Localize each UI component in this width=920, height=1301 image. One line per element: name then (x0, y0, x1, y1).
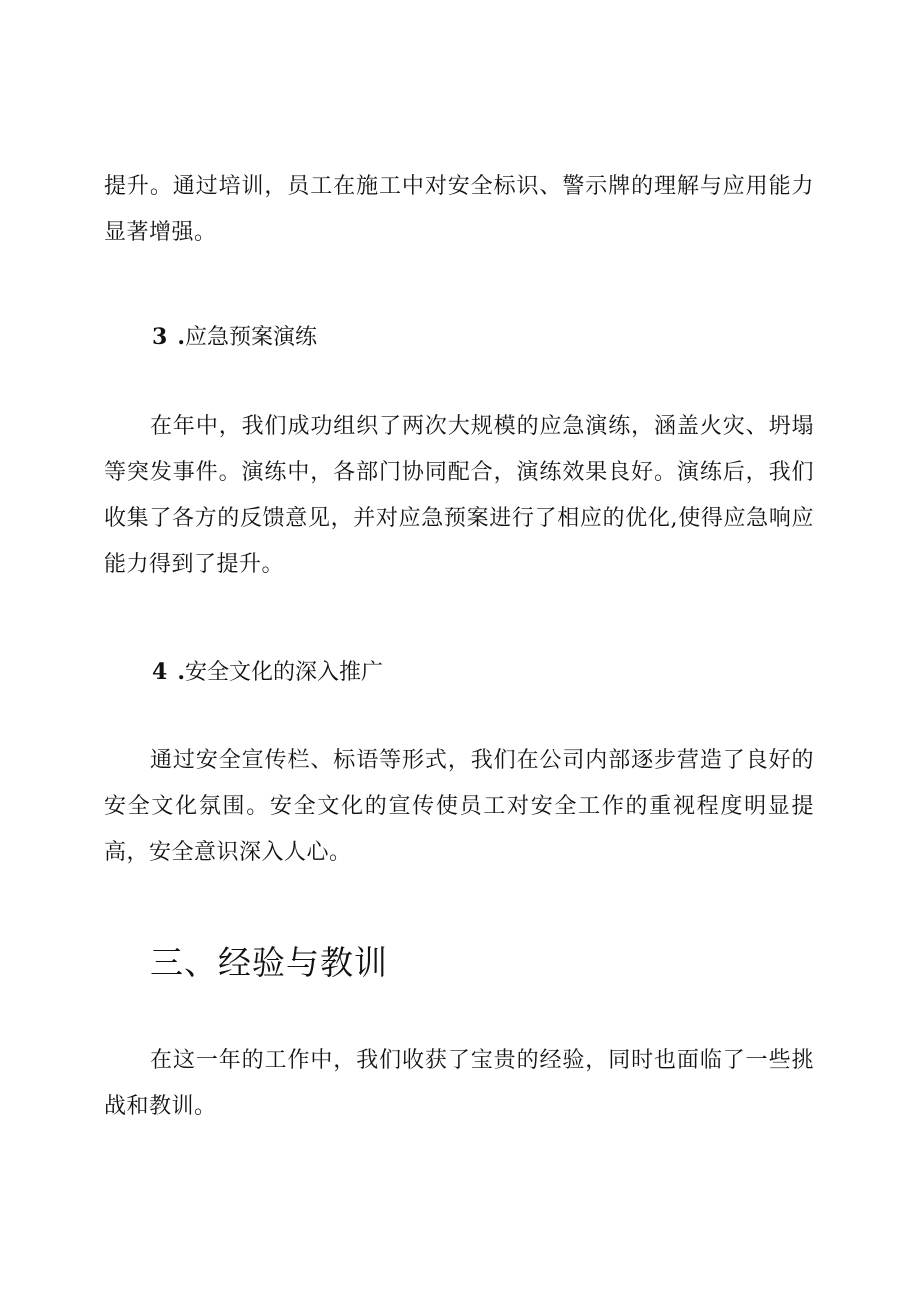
paragraph-safety-culture: 通过安全宣传栏、标语等形式，我们在公司内部逐步营造了良好的安全文化氛围。安全文化的宣传使员工对安全工作的重视程度明显提高，安全意识深入人心。 (104, 748, 814, 865)
paragraph-emergency-drill: 在年中，我们成功组织了两次大规模的应急演练，涵盖火灾、坍塌等突发事件。演练中，各部门协同配合，演练效果良好。演练后，我们收集了各方的反馈意见，并对应急预案进行了相应的优化,使得应急响应能力得到了提升。 (104, 414, 814, 577)
subheading-dot: . (177, 324, 185, 350)
subheading-text: 安全文化的深入推广 (184, 660, 383, 685)
paragraph-training-result: 提升。通过培训，员工在施工中对安全标识、警示牌的理解与应用能力显著增强。 (104, 174, 814, 245)
paragraph-lessons-intro: 在这一年的工作中，我们收获了宝贵的经验，同时也面临了一些挑战和教训。 (104, 1048, 814, 1119)
subheading-emergency-drill (152, 322, 317, 353)
subheading-dot: . (177, 659, 185, 685)
subheading-safety-culture (152, 657, 383, 688)
subheading-number: 3 (152, 324, 168, 350)
subheading-number: 4 (152, 659, 168, 685)
section-title: 三、经验与教训 (150, 943, 388, 982)
subheading-text: 应急预案演练 (184, 325, 317, 350)
